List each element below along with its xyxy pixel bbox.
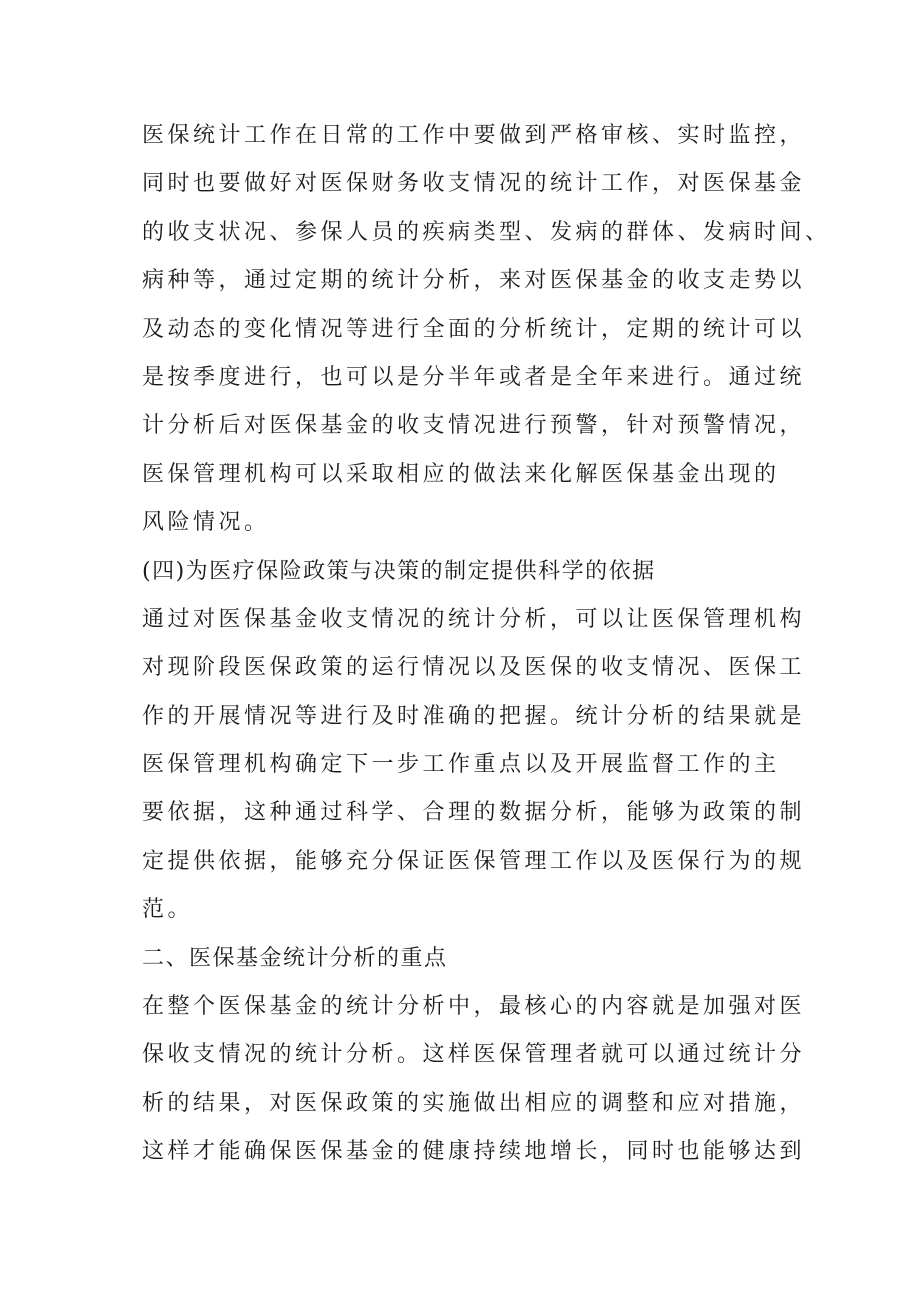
section-heading: (四)为医疗保险政策与决策的制定提供科学的依据: [142, 558, 656, 584]
body-line: 范。: [142, 897, 194, 923]
body-line: 病种等，通过定期的统计分析，来对医保基金的收支走势以: [142, 268, 806, 294]
body-line: 是按季度进行，也可以是分半年或者是全年来进行。通过统: [142, 364, 806, 390]
body-line: 定提供依据，能够充分保证医保管理工作以及医保行为的规: [142, 848, 806, 874]
body-line: 同时也要做好对医保财务收支情况的统计工作，对医保基金: [142, 171, 806, 197]
body-line: 医保统计工作在日常的工作中要做到严格审核、实时监控，: [142, 123, 806, 148]
body-line: 这样才能确保医保基金的健康持续地增长，同时也能够达到: [142, 1139, 806, 1165]
body-line: 风险情况。: [142, 510, 270, 536]
body-line: 及动态的变化情况等进行全面的分析统计，定期的统计可以: [142, 316, 806, 342]
body-line: 要依据，这种通过科学、合理的数据分析，能够为政策的制: [142, 800, 806, 826]
body-line: 作的开展情况等进行及时准确的把握。统计分析的结果就是: [142, 703, 806, 729]
body-line: 保收支情况的统计分析。这样医保管理者就可以通过统计分: [142, 1042, 806, 1068]
body-line: 医保管理机构可以采取相应的做法来化解医保基金出现的: [142, 461, 780, 487]
body-line: 的收支状况、参保人员的疾病类型、发病的群体、发病时间、: [142, 219, 831, 245]
body-line: 析的结果，对医保政策的实施做出相应的调整和应对措施，: [142, 1090, 806, 1116]
body-line: 计分析后对医保基金的收支情况进行预警，针对预警情况，: [142, 413, 806, 439]
section-heading: 二、医保基金统计分析的重点: [142, 945, 448, 971]
body-line: 医保管理机构确定下一步工作重点以及开展监督工作的主: [142, 752, 780, 778]
body-line: 对现阶段医保政策的运行情况以及医保的收支情况、医保工: [142, 655, 806, 681]
body-line: 在整个医保基金的统计分析中，最核心的内容就是加强对医: [142, 994, 806, 1020]
document-body: [142, 112, 831, 1177]
body-line: 通过对医保基金收支情况的统计分析，可以让医保管理机构: [142, 606, 806, 632]
